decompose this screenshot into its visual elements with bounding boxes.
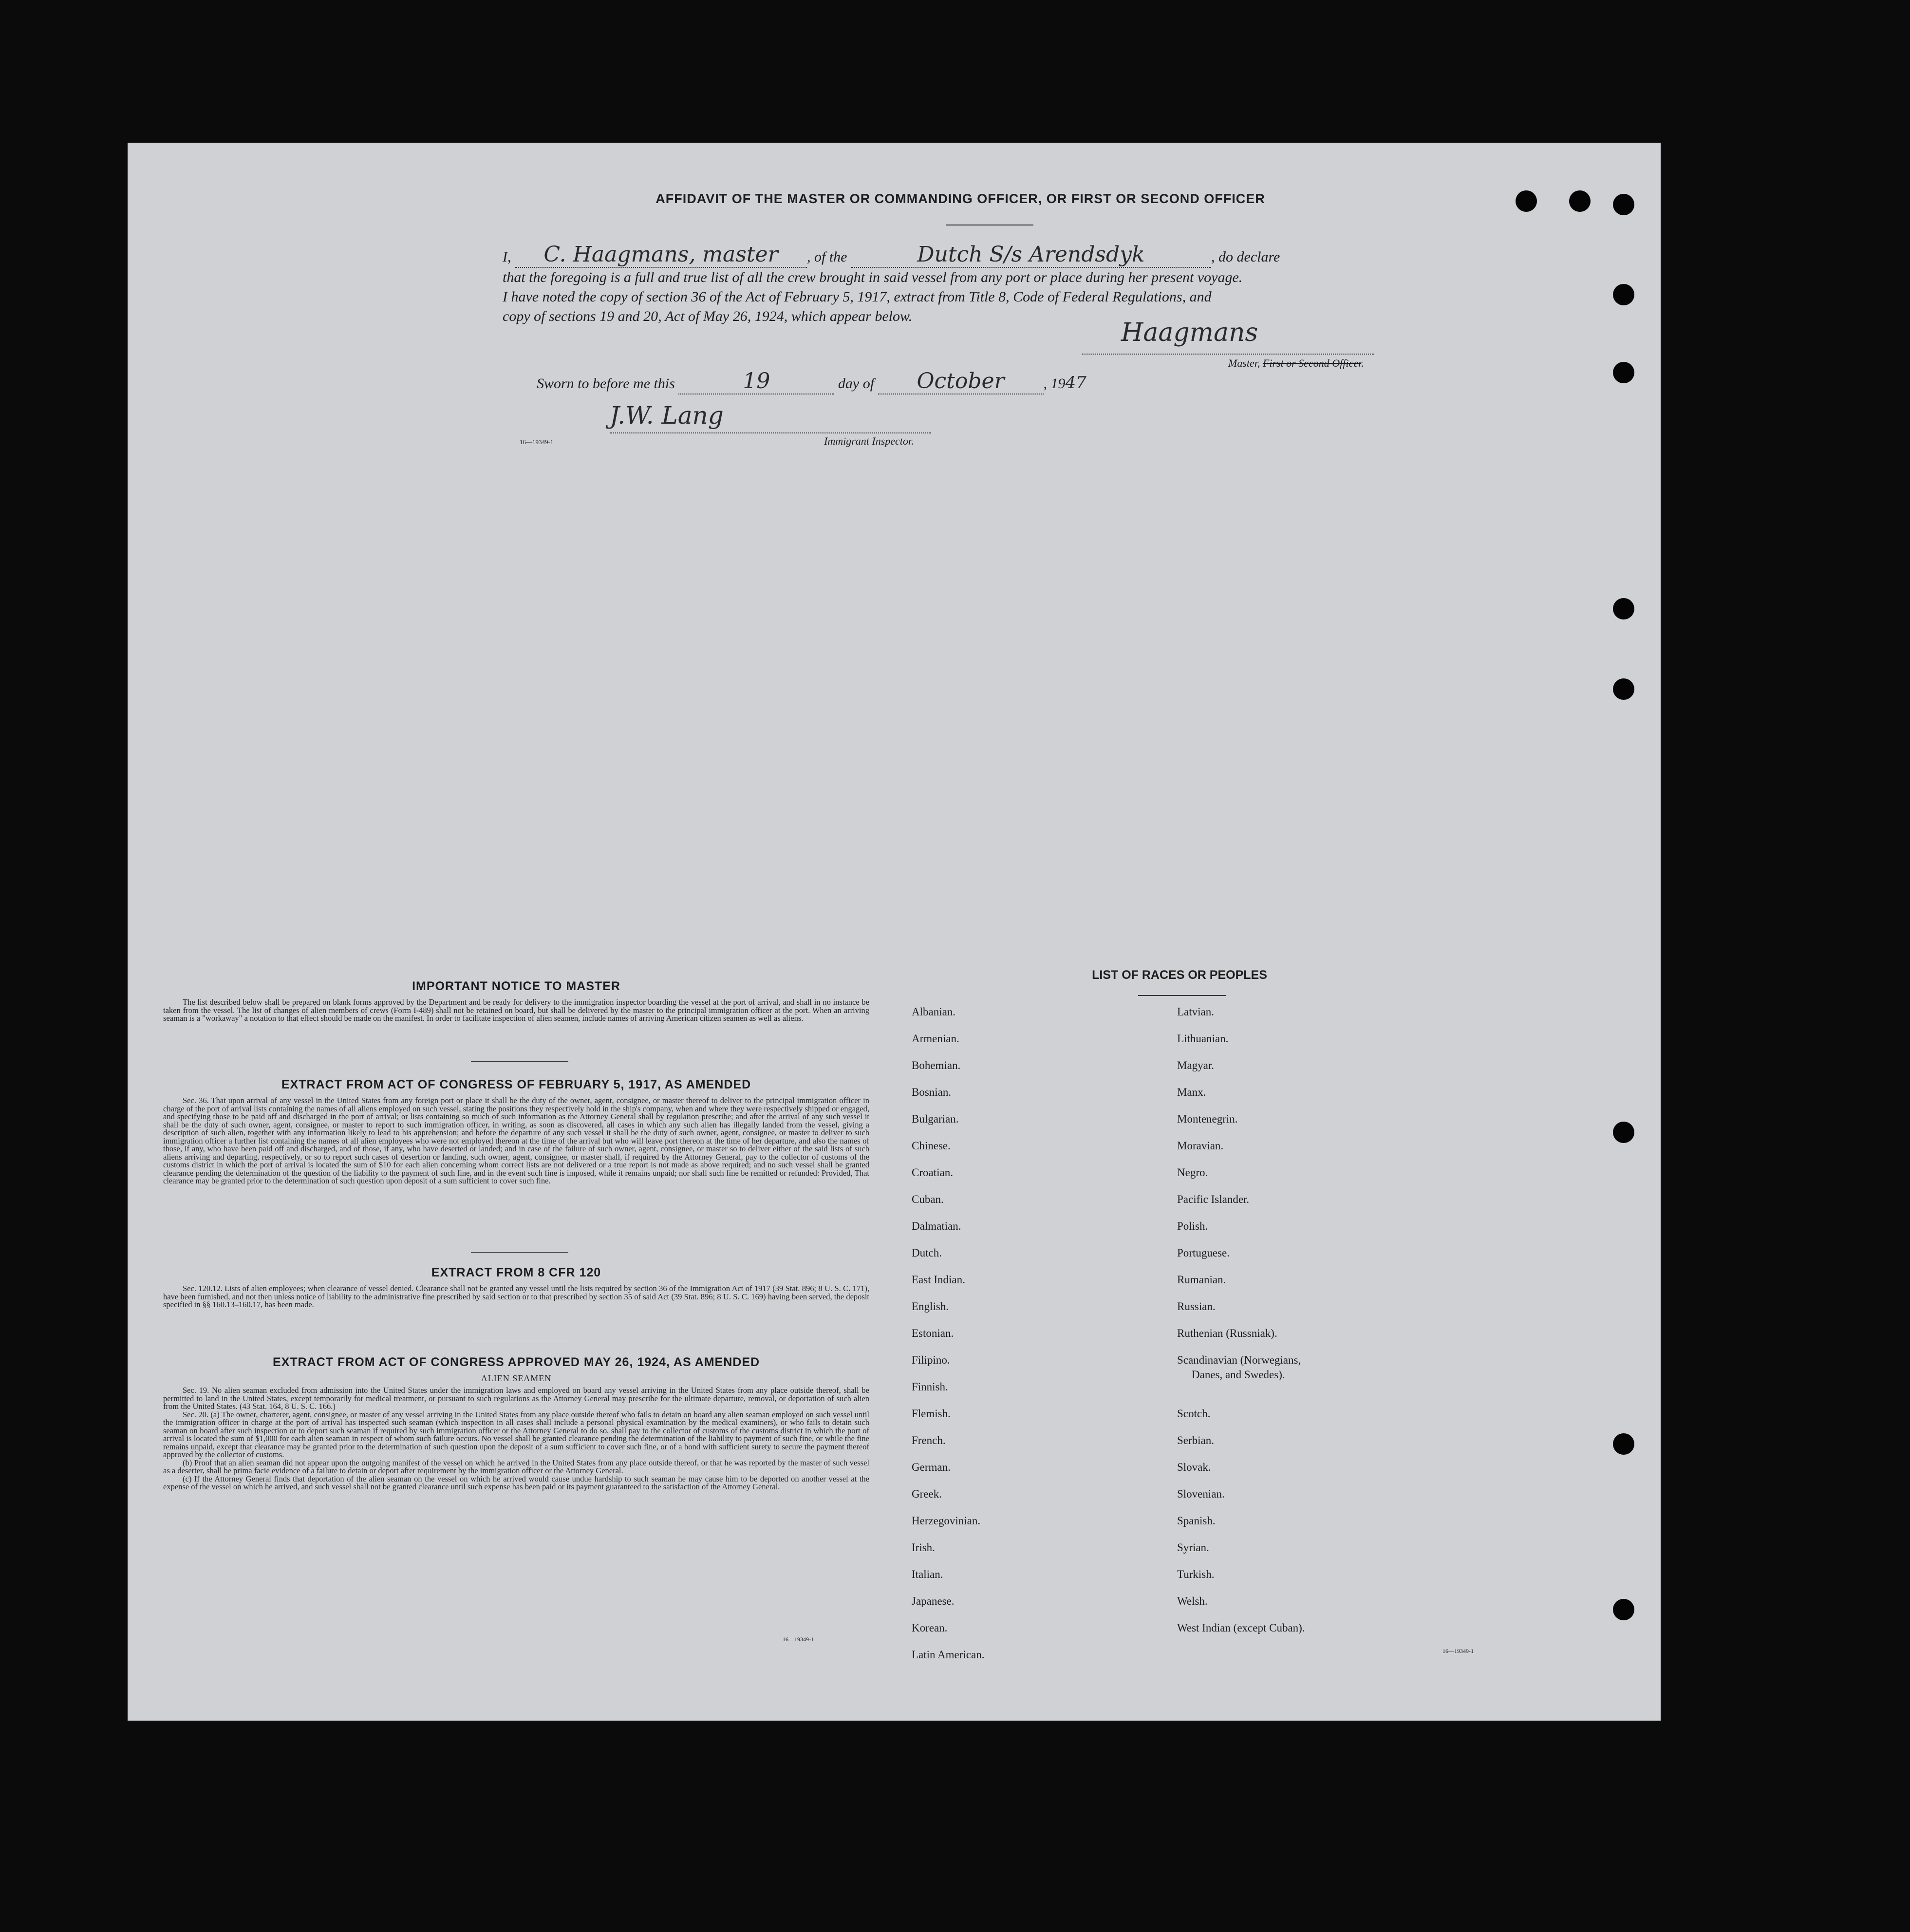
master-signature: Haagmans bbox=[1121, 318, 1258, 347]
race-item: Cuban. bbox=[912, 1193, 944, 1205]
race-item: Bohemian. bbox=[912, 1059, 961, 1071]
punch-hole bbox=[1613, 1122, 1634, 1143]
race-item: West Indian (except Cuban). bbox=[1177, 1622, 1305, 1634]
race-item: Moravian. bbox=[1177, 1140, 1224, 1152]
race-item: Latvian. bbox=[1177, 1006, 1214, 1018]
race-item: Finnish. bbox=[912, 1381, 948, 1393]
race-item: Flemish. bbox=[912, 1407, 951, 1420]
race-item: Estonian. bbox=[912, 1327, 954, 1339]
race-item: Turkish. bbox=[1177, 1568, 1215, 1580]
sworn-day-of: day of bbox=[838, 375, 875, 392]
race-item: Scotch. bbox=[1177, 1407, 1211, 1420]
race-item: Manx. bbox=[1177, 1086, 1206, 1098]
extract-cfr-section bbox=[163, 1266, 869, 1309]
race-item: Dalmatian. bbox=[912, 1220, 961, 1232]
race-item: Syrian. bbox=[1177, 1541, 1209, 1554]
punch-hole bbox=[1569, 190, 1591, 212]
affidavit-declare: , do declare bbox=[1211, 249, 1280, 265]
race-item: Greek. bbox=[912, 1488, 942, 1500]
affidavit-line-1 bbox=[503, 242, 1550, 268]
sworn-year-prefix: , 19 bbox=[1043, 375, 1066, 392]
extract-1924-section bbox=[163, 1355, 869, 1491]
master-name: C. Haagmans, master bbox=[543, 242, 778, 267]
extract-1917-title: EXTRACT FROM ACT OF CONGRESS OF FEBRUARY 5, 1917, AS AMENDED bbox=[281, 1078, 751, 1091]
punch-hole bbox=[1613, 362, 1634, 383]
extract-1917-section bbox=[163, 1078, 869, 1185]
master-caption-suffix: . bbox=[1361, 357, 1364, 369]
race-item: Latin American. bbox=[912, 1649, 985, 1661]
race-item: Portuguese. bbox=[1177, 1247, 1230, 1259]
race-item: Bosnian. bbox=[912, 1086, 952, 1098]
race-item: Slovak. bbox=[1177, 1461, 1211, 1473]
race-item: Italian. bbox=[912, 1568, 943, 1580]
affidavit-i: I, bbox=[503, 249, 511, 265]
extract-cfr-title: EXTRACT FROM 8 CFR 120 bbox=[431, 1266, 601, 1279]
affidavit-form-number: 16—19349-1 bbox=[520, 438, 554, 446]
punch-hole bbox=[1516, 190, 1537, 212]
race-item: Herzegovinian. bbox=[912, 1515, 981, 1527]
race-item: Scandinavian (Norwegians, bbox=[1177, 1354, 1301, 1366]
races-form-number: 16—19349-1 bbox=[1442, 1648, 1474, 1654]
race-item: East Indian. bbox=[912, 1274, 965, 1286]
punch-hole bbox=[1613, 284, 1634, 305]
race-item: Russian. bbox=[1177, 1300, 1216, 1313]
affidavit-line-3: I have noted the copy of section 36 of the Act of February 5, 1917, extract from Title 8, Code of Federal Regulations, and bbox=[503, 289, 1212, 305]
race-item: English. bbox=[912, 1300, 949, 1313]
race-item: Danes, and Swedes). bbox=[1192, 1369, 1285, 1381]
race-item: Armenian. bbox=[912, 1032, 959, 1045]
race-item: Montenegrin. bbox=[1177, 1113, 1238, 1125]
extract-1924-sec20a: Sec. 20. (a) The owner, charterer, agent, consignee, or master of any vessel arriving in the United States from any place outside thereof who fails to detain on board any alien seaman employed on such vessel until the immigration officer in charge at the port of arrival has inspected such seaman (which inspection in all cases shall include a personal physical examination by the medical examiners), or who fails to detain such seaman on board after such inspection or to deport such seaman if required by such immigration officer or the Attorney General to do so, shall pay to the collector of customs of the customs district in which the port of arrival is located the sum of $1,000 for each alien seaman in respect of whom such failure occurs. No vessel shall be granted clearance pending the determination of the liability to payment of such fine, or while the fine remains unpaid, except that clearance may be granted prior to the determination of such question upon the deposit of a sum sufficient to cover such fine, or of a bond with sufficient surety to secure the payment thereof approved by the collector of customs. bbox=[163, 1409, 869, 1459]
extract-1924-sec19: Sec. 19. No alien seaman excluded from admission into the United States under the immigration laws and employed on board any vessel arriving in the United States from any place outside thereof, shall be permitted to land in the United States, except temporarily for medical treatment, or pursuant to such regulations as the Attorney General may prescribe for the ultimate departure, removal, or deportation of such alien from the United States. (43 Stat. 164, 8 U. S. C. 166.) bbox=[163, 1386, 869, 1411]
notice-section bbox=[163, 979, 869, 1023]
affidavit-line-2: that the foregoing is a full and true list of all the crew brought in said vessel from any port or place during her present voyage. bbox=[503, 269, 1243, 285]
sworn-month-field bbox=[878, 369, 1044, 394]
race-item: Rumanian. bbox=[1177, 1274, 1226, 1286]
signature-line bbox=[1082, 354, 1374, 355]
race-item: Lithuanian. bbox=[1177, 1032, 1229, 1045]
punch-hole bbox=[1613, 1433, 1634, 1455]
extract-1924-sec20c: (c) If the Attorney General finds that deportation of the alien seaman on the vessel on which he arrived would cause undue hardship to such seaman he may cause him to be deported on another vessel at the expense of the vessel on which he arrived, and such vessel shall not be granted clearance until such expense has been paid or its payment guaranteed to the satisfaction of the Attorney General. bbox=[163, 1474, 869, 1491]
notice-title: IMPORTANT NOTICE TO MASTER bbox=[412, 979, 620, 993]
race-item: Serbian. bbox=[1177, 1434, 1215, 1446]
race-item: French. bbox=[912, 1434, 946, 1446]
extract-1917-text: Sec. 36. That upon arrival of any vessel in the United States from any foreign port or place it shall be the duty of the owner, agent, consignee, or master thereof to deliver to the principal immigration officer in charge of the port of arrival lists containing the names of all aliens employed on such vessel, stating the positions they respectively hold in the ship's company, when and where they were respectively shipped or engaged, and specifying those to be paid off and discharged in the port of arrival; or lists containing so much of such information as the Attorney General shall by regulation prescribe; and after the arrival of any such vessel it shall be the duty of such owner, agent, consignee, or master to report to such immigration officer, in writing, as soon as discovered, all cases in which any such alien has illegally landed from the vessel, giving a description of such alien, together with any information likely to lead to his apprehension; and before the departure of any such vessel it shall be the duty of such owner, agent, consignee, or master to deliver to such immigration officer a further list containing the names of all alien employees who were not employed thereon at the time of the arrival but who will leave port thereon at the time of her departure, and also the names of those, if any, who have been paid off and discharged, and of those, if any, who have deserted or landed; and in case of the failure of such owner, agent, consignee, or master so to deliver either of the said lists of such aliens arriving and departing, respectively, or so to report such cases of desertion or landing, such owner, agent, consignee, or master shall, if required by the Attorney General, pay to the collector of customs of the customs district in which the port of arrival is located the sum of $10 for each alien concerning whom correct lists are not delivered or a true report is not made as above required; and no such vessel shall be granted clearance pending the determination of the question of the liability to the payment of such fine, and in the event such fine is imposed, while it remains unpaid; nor shall such fine be remitted or refunded: Provided, That clearance may be granted prior to the determination of such question upon deposit of a sum sufficient to cover such fine. bbox=[163, 1096, 869, 1185]
divider bbox=[471, 1252, 568, 1253]
inspector-signature: J.W. Lang bbox=[610, 401, 724, 430]
sworn-line bbox=[537, 369, 1218, 394]
inspector-signature-line bbox=[610, 432, 931, 433]
race-item: Polish. bbox=[1177, 1220, 1208, 1232]
extract-1924-subtitle: ALIEN SEAMEN bbox=[481, 1373, 552, 1383]
vessel-name: Dutch S/s Arendsdyk bbox=[917, 242, 1145, 267]
race-item: Albanian. bbox=[912, 1006, 956, 1018]
race-item: Magyar. bbox=[1177, 1059, 1215, 1071]
punch-hole bbox=[1613, 194, 1634, 215]
sworn-year: 47 bbox=[1065, 373, 1086, 393]
race-item: Pacific Islander. bbox=[1177, 1193, 1250, 1205]
affidavit-body bbox=[503, 242, 1550, 326]
punch-hole bbox=[1613, 678, 1634, 700]
master-caption bbox=[1228, 357, 1364, 370]
affidavit-of-the: , of the bbox=[807, 249, 847, 265]
sworn-prefix: Sworn to before me this bbox=[537, 375, 675, 392]
master-name-field bbox=[515, 242, 807, 268]
affidavit-title: AFFIDAVIT OF THE MASTER OR COMMANDING OFFICER, OR FIRST OR SECOND OFFICER bbox=[655, 191, 1265, 206]
master-caption-struck: First or Second Officer bbox=[1262, 357, 1362, 369]
race-item: Spanish. bbox=[1177, 1515, 1216, 1527]
sworn-day: 19 bbox=[743, 369, 770, 394]
race-item: German. bbox=[912, 1461, 951, 1473]
punch-hole bbox=[1613, 598, 1634, 619]
extract-1924-sec20b: (b) Proof that an alien seaman did not appear upon the outgoing manifest of the vessel on which he arrived in the United States from any place outside thereof, or that he was reported by the master of such vessel as a deserter, shall be prima facie evidence of a failure to detain or deport after requirement by the immigration officer or the Attorney General. bbox=[163, 1458, 869, 1475]
race-item: Irish. bbox=[912, 1541, 935, 1554]
extract-form-number: 16—19349-1 bbox=[783, 1636, 814, 1643]
extract-cfr-text: Sec. 120.12. Lists of alien employees; when clearance of vessel denied. Clearance shall not be granted any vessel until the lists required by section 36 of the Immigration Act of 1917 (39 Stat. 896; 8 U. S. C. 171), have been furnished, and not then unless notice of liability to the administrative fine prescribed by said section or to that prescribed by section 35 of said Act (39 Stat. 896; 8 U. S. C. 169) having been served, the deposit specified in §§ 160.13–160.17, has been made. bbox=[163, 1284, 869, 1309]
race-item: Bulgarian. bbox=[912, 1113, 959, 1125]
race-item: Filipino. bbox=[912, 1354, 950, 1366]
document-sheet bbox=[128, 143, 1661, 1721]
inspector-caption: Immigrant Inspector. bbox=[824, 435, 914, 447]
notice-text: The list described below shall be prepared on blank forms approved by the Department and be ready for delivery to the immigration inspector boarding the vessel at the port of arrival, and shall in no instance be taken from the vessel. The list of changes of alien members of crews (Form I-489) shall not be retained on board, but shall be delivered by the master to the principal immigration officer at the port. When an arriving seaman is a "workaway" a notation to that effect should be made on the manifest. In order to facilitate inspection of alien seamen, include names of arriving American citizen seamen as well as aliens. bbox=[163, 997, 869, 1023]
race-item: Dutch. bbox=[912, 1247, 942, 1259]
divider bbox=[1138, 995, 1226, 996]
divider bbox=[471, 1061, 568, 1062]
race-item: Korean. bbox=[912, 1622, 948, 1634]
races-title: LIST OF RACES OR PEOPLES bbox=[1092, 968, 1267, 982]
race-item: Chinese. bbox=[912, 1140, 951, 1152]
sworn-day-field bbox=[678, 369, 834, 394]
vessel-name-field bbox=[851, 242, 1211, 268]
race-item: Japanese. bbox=[912, 1595, 955, 1607]
punch-hole bbox=[1613, 1599, 1634, 1620]
race-item: Negro. bbox=[1177, 1166, 1208, 1179]
extract-1924-title: EXTRACT FROM ACT OF CONGRESS APPROVED MAY 26, 1924, AS AMENDED bbox=[272, 1355, 760, 1369]
race-item: Croatian. bbox=[912, 1166, 953, 1179]
affidavit-line-4: copy of sections 19 and 20, Act of May 26, 1924, which appear below. bbox=[503, 308, 913, 324]
race-item: Welsh. bbox=[1177, 1595, 1208, 1607]
sworn-month: October bbox=[917, 369, 1005, 394]
race-item: Ruthenian (Russniak). bbox=[1177, 1327, 1277, 1339]
master-caption-prefix: Master, bbox=[1228, 357, 1260, 369]
race-item: Slovenian. bbox=[1177, 1488, 1225, 1500]
